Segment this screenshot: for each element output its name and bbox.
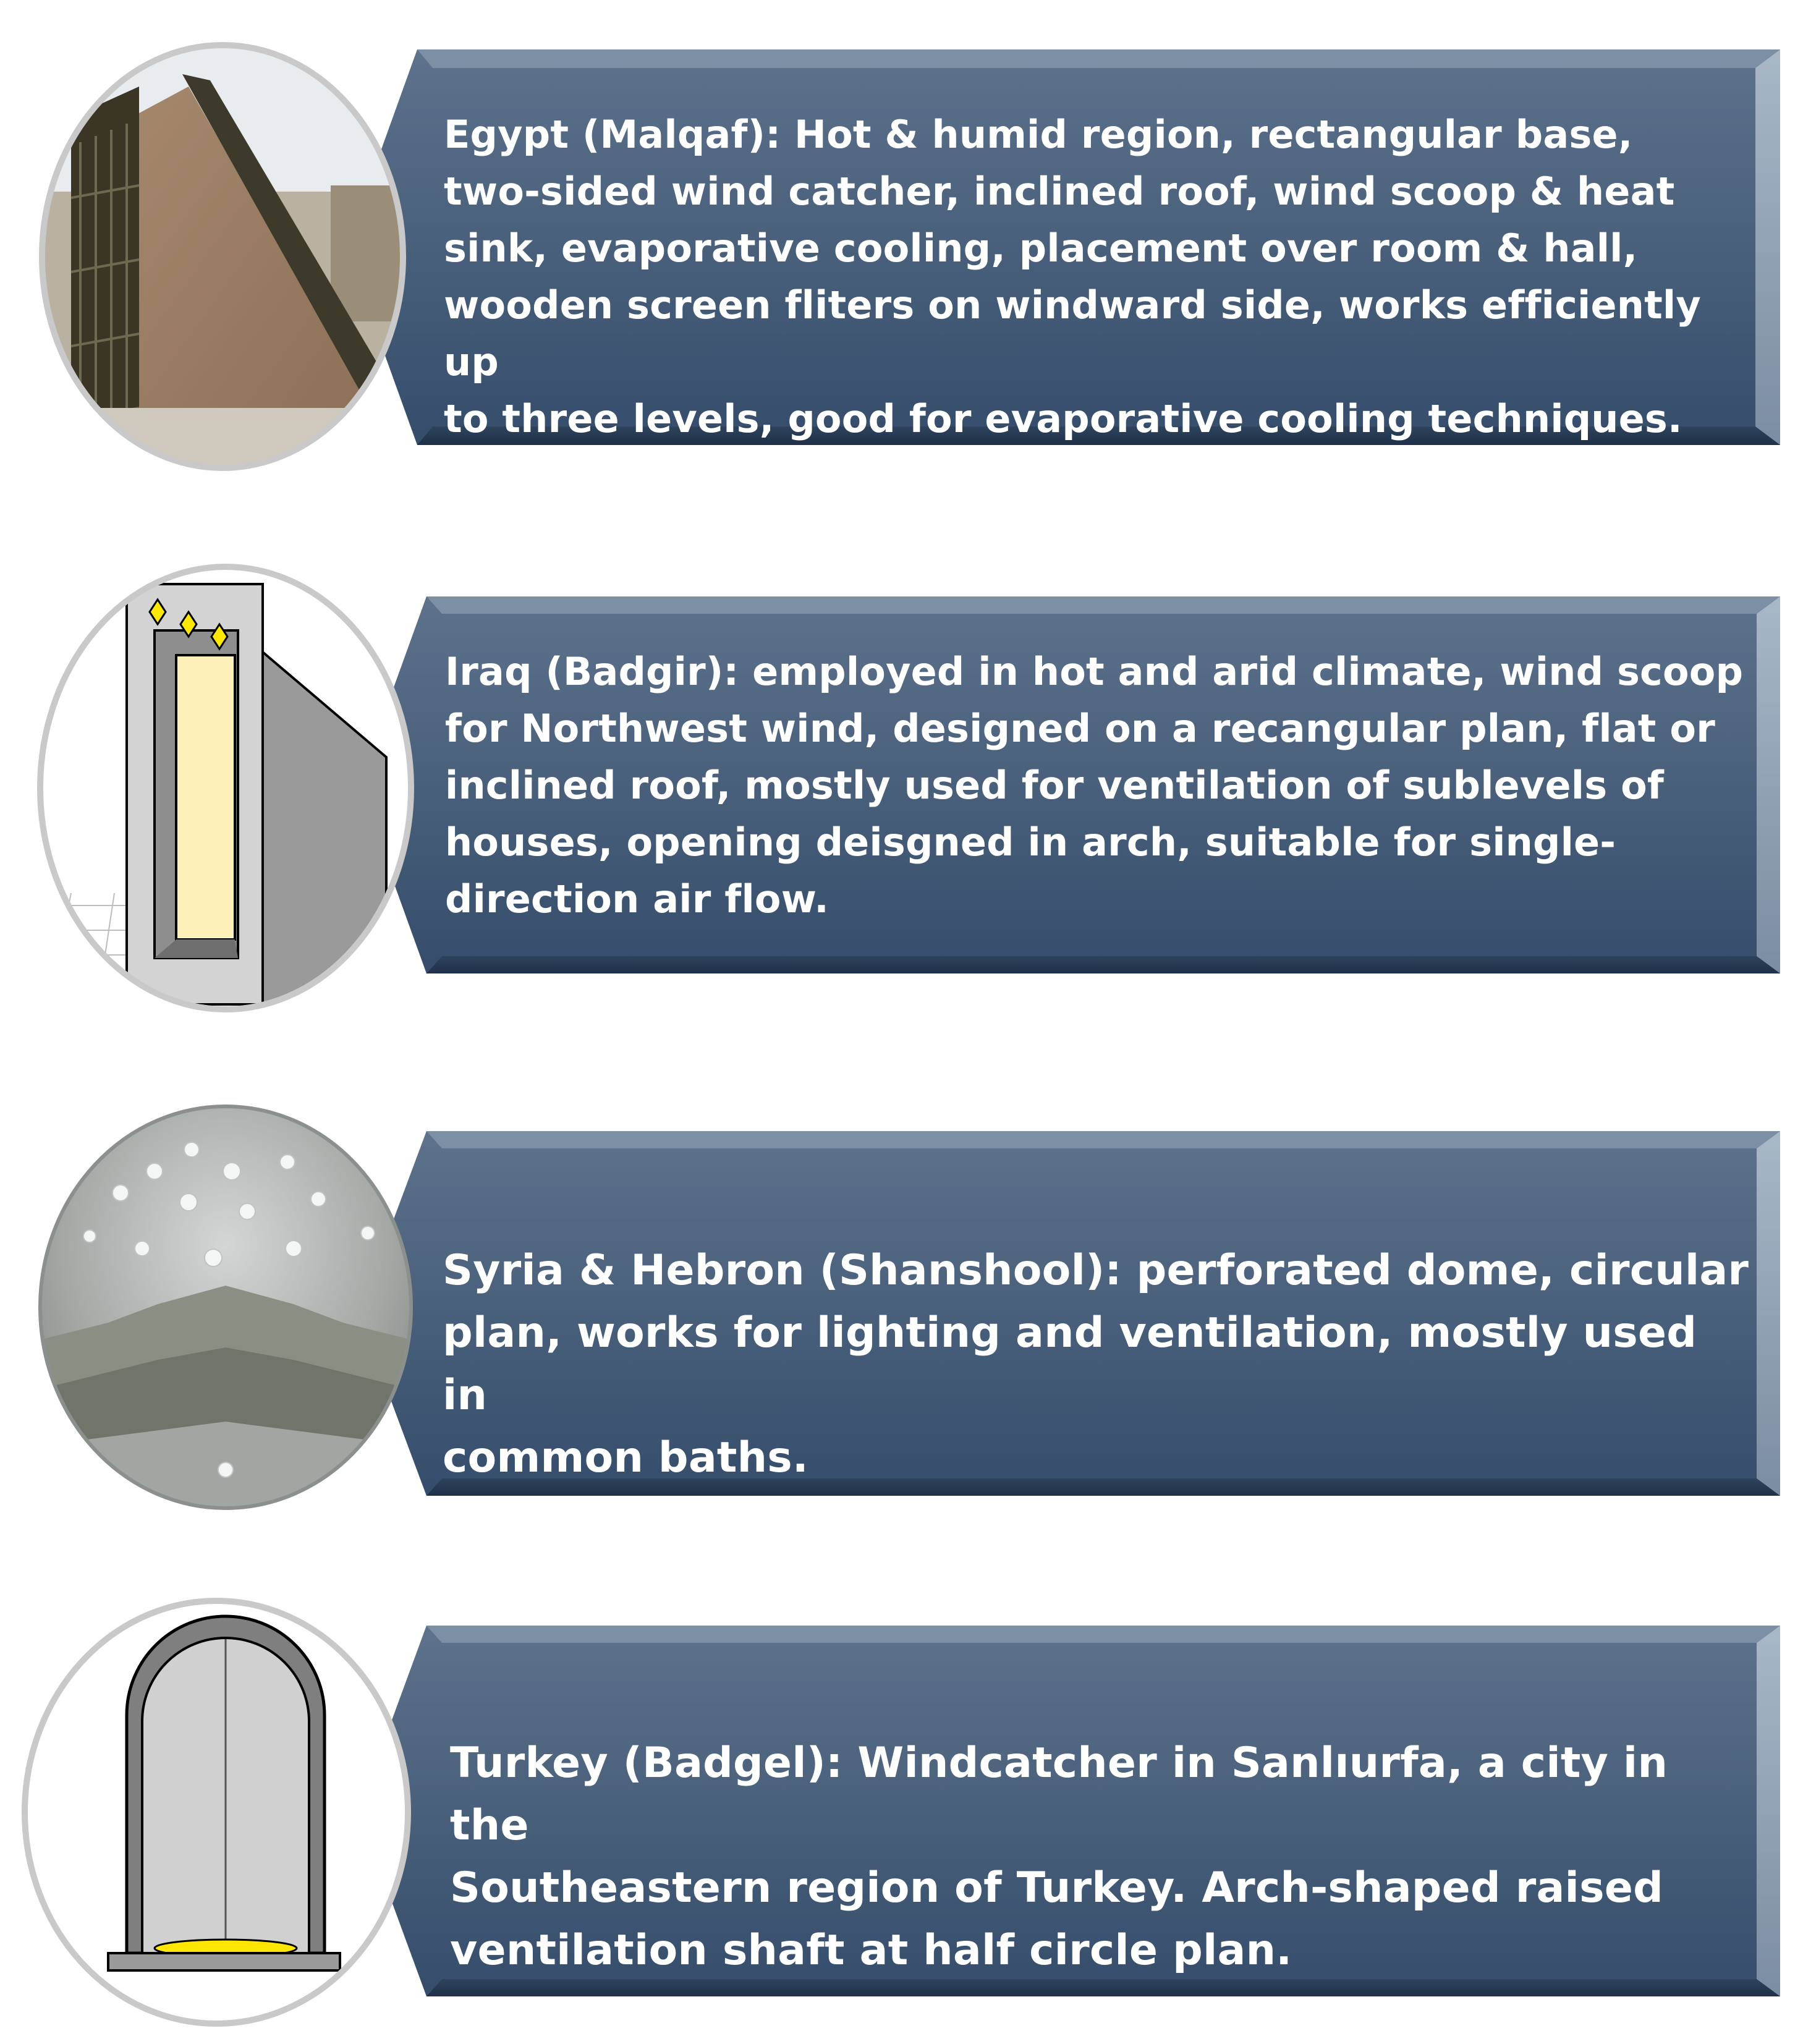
badgel-banner: [358, 1626, 1780, 1996]
malqaf-thumbnail: [34, 37, 411, 476]
badgel-thumbnail: [19, 1595, 414, 2030]
shanshool-banner: [358, 1131, 1780, 1496]
malqaf-description: Egypt (Malqaf): Hot & humid region, rectangular base, two-sided wind catcher, inclined roof, wind scoop & heat sink, evaporative cooling, placement over room & hall, wooden screen fliters on windward side, works efficiently up to three levels, good for evaporative cooling techniques.: [444, 112, 1701, 441]
shanshool-dome: [34, 1100, 417, 1514]
badgir-description: Iraq (Badgir): employed in hot and arid climate, wind scoop for Northwest wind, designed on a recangular plan, flat or inclined roof, mostly used for ventilation of sublevels of houses, opening deisgned in arch, suitable for single- direction air flow.: [445, 649, 1744, 922]
shanshool-thumbnail: [34, 1100, 417, 1514]
badgel-row: [0, 1595, 1803, 2033]
shanshool-description: Syria & Hebron (Shanshool): perforated dome, circular plan, works for lighting and ventilation, mostly used in common baths.: [443, 1246, 1749, 1482]
badgir-banner: [358, 596, 1780, 973]
badgir-row: [0, 559, 1803, 1023]
badgir-thumbnail: [34, 559, 417, 1017]
badgel-drawing: [19, 1595, 414, 2030]
malqaf-row: [0, 37, 1803, 482]
malqaf-banner: [346, 49, 1780, 445]
badgel-description: Turkey (Badgel): Windcatcher in Sanlıurfa, a city in the Southeastern region of Turkey. Arch-shaped raised ventilation shaft at half circle plan.: [450, 1739, 1668, 1975]
shanshool-row: [0, 1100, 1803, 1520]
malqaf-photo: [34, 37, 411, 476]
badgir-drawing: [34, 559, 417, 1017]
